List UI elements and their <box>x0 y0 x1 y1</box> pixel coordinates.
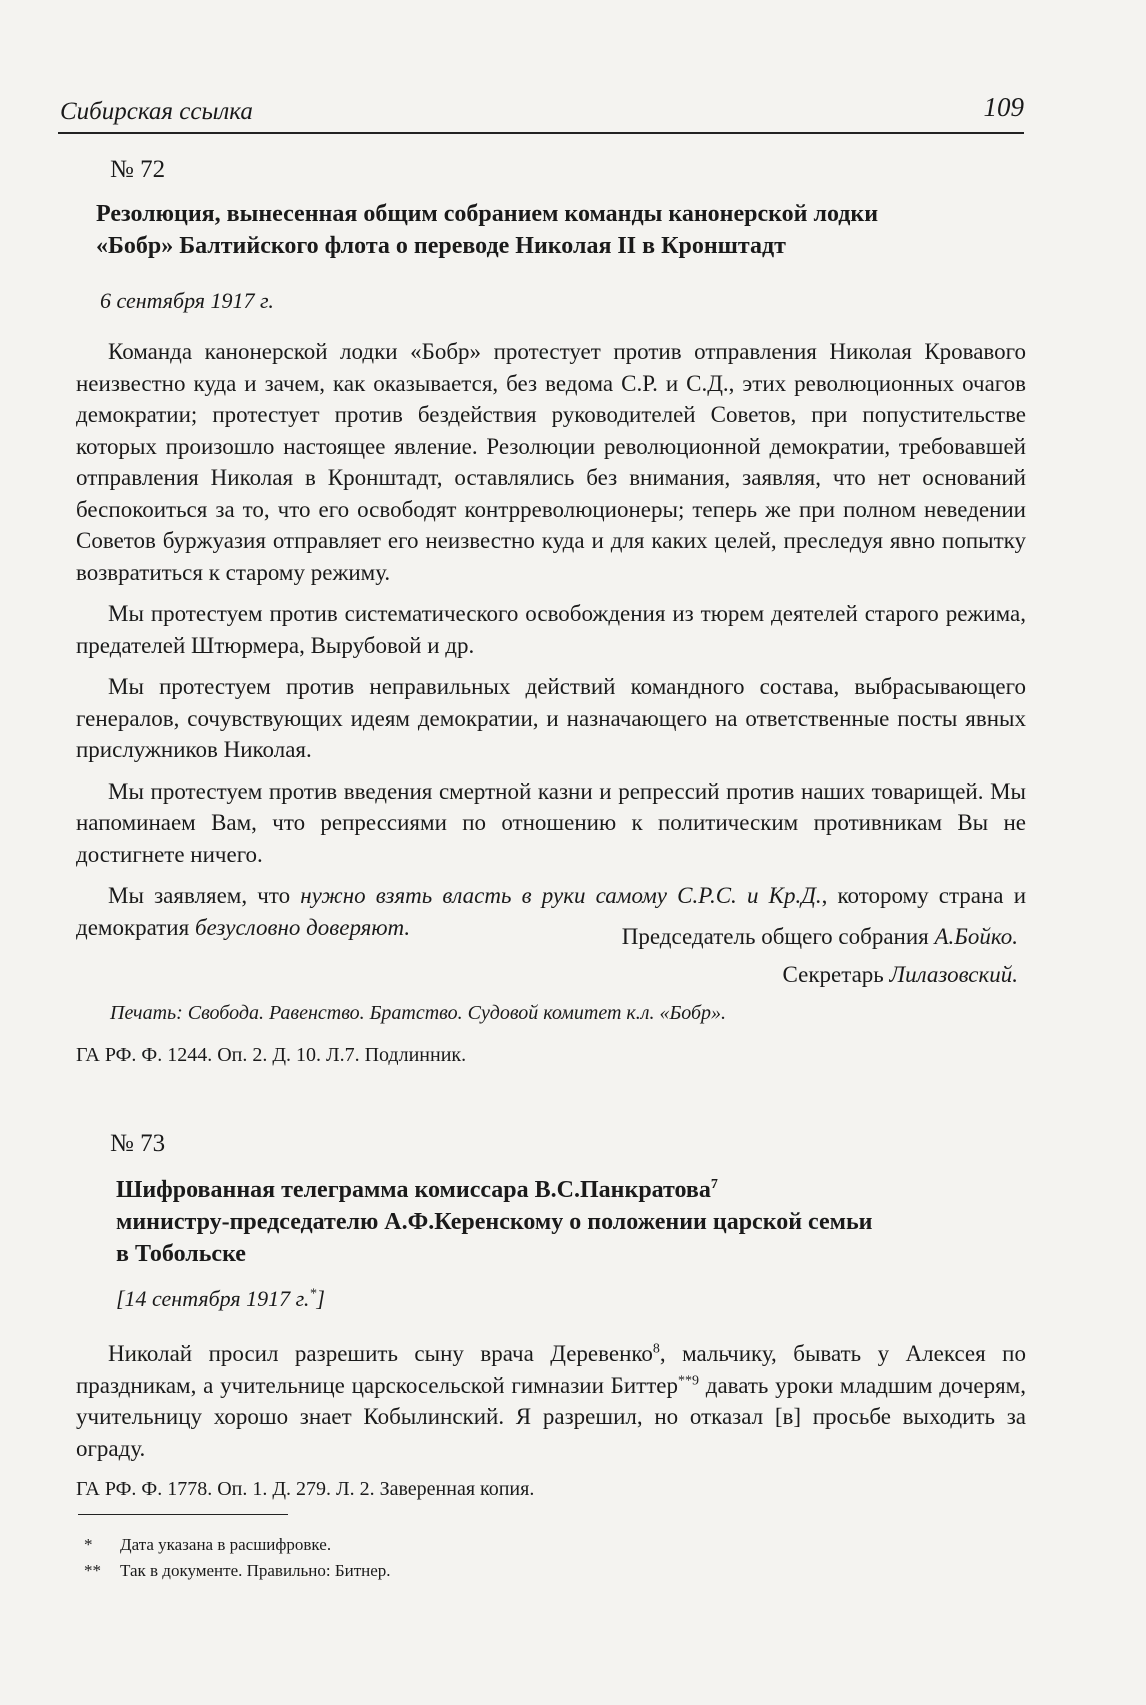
doc-72-signatures <box>76 918 1026 994</box>
running-title: Сибирская ссылка <box>60 98 253 125</box>
doc-72-source-block <box>76 1044 1036 1067</box>
doc-73-date-text: [14 сентября 1917 г. <box>116 1286 310 1311</box>
secretary-name: Лилазовский. <box>889 962 1018 987</box>
page-number: 109 <box>983 92 1024 122</box>
p5-text-c: , которому страна и демократия <box>76 883 1027 940</box>
chair-label: Председатель общего собрания <box>621 924 935 949</box>
chair-signature <box>76 918 1026 956</box>
doc-73-title-line-1 <box>116 1174 1026 1206</box>
doc-72-paragraph-2: Мы протестуем против систематического освобождения из тюрем деятелей старого режима, предателей Штюрмера, Вырубовой и др. <box>76 601 1026 658</box>
footnote-1-text: Дата указана в расшифровке. <box>120 1535 332 1554</box>
doc-72-number: № 72 <box>110 156 166 183</box>
p5-text-a: Мы заявляем, что <box>108 883 301 908</box>
footnote-1-mark: * <box>84 1535 93 1554</box>
doc-73-p1-text-c: давать уроки младшим дочерям, учительницу хорошо знает Кобылинский. Я разрешил, но отказал [в] просьбе выходить за ограду. <box>76 1372 1026 1461</box>
p5-emphasis-2: безусловно доверяют. <box>194 914 411 940</box>
page-header <box>58 92 1024 134</box>
doc-72-paragraph-4: Мы протестуем против введения смертной казни и репрессий против наших товарищей. Мы напоминаем Вам, что репрессиями по отношению к политическим противникам Вы не достигнете ничего. <box>76 778 1026 867</box>
doc-73-title-line-3: в Тобольске <box>116 1241 246 1267</box>
doc-73-date-end: ] <box>316 1286 325 1311</box>
doc-73-body <box>76 1338 1026 1474</box>
doc-72-paragraph-1: Команда канонерской лодки «Бобр» протестует против отправления Николая Кровавого неизвестно куда и зачем, как оказывается, без ведома С.Р. и С.Д., этих революционных очагов демократии; протестует против бездействия руководителей Советов, при попустительстве которых произошло настоящее явление. Резолюции революционной демократии, требовавшей отправления Николая в Кронштадт, оставлялись без внимания, заявляя, что нет оснований беспокоиться за то, что его освободят контрреволюционеры; теперь же при полном неведении Советов буржуазия отправляет его неизвестно куда и для каких целей, преследуя явно попытку возвратиться к старому режиму. <box>76 339 1026 585</box>
doc-73-title <box>116 1174 1026 1270</box>
doc-72-source: ГА РФ. Ф. 1244. Оп. 2. Д. 10. Л.7. Подлинник. <box>76 1044 467 1066</box>
doc-72-seal: Печать: Свобода. Равенство. Братство. Судовой комитет к.л. «Бобр». <box>110 1002 727 1024</box>
doc-72-paragraph-3: Мы протестуем против неправильных действий командного состава, выбрасывающего генералов, сочувствующих идеям демократии, и назначающего на ответственные посты явных прислужников Николая. <box>76 674 1026 762</box>
footnote-divider <box>78 1514 288 1515</box>
doc-72-seal-block <box>78 1002 1038 1025</box>
doc-73-p1-note-2: **9 <box>678 1372 699 1388</box>
doc-73-title-text-1: Шифрованная телеграмма комиссара В.С.Панкратова <box>116 1177 711 1203</box>
doc-73-date <box>116 1284 1076 1314</box>
doc-73-number-block <box>76 1130 1036 1158</box>
p5-emphasis-1: нужно взять власть в руки самому С.Р.С. и Кр.Д. <box>300 883 822 908</box>
doc-73-p1-text-a: Николай просил разрешить сыну врача Деревенко <box>108 1341 653 1366</box>
doc-72-title-line-2: «Бобр» Балтийского флота о переводе Николая II в Кронштадт <box>96 233 786 259</box>
doc-73-source-block <box>76 1478 1036 1501</box>
doc-72-number-block <box>76 156 1036 184</box>
doc-73-date-block <box>116 1284 1076 1314</box>
footnote-1 <box>84 1534 331 1556</box>
doc-73-title-note: 7 <box>710 1177 718 1192</box>
doc-73-title-line-2: министру-председателю А.Ф.Керенскому о положении царской семьи <box>116 1209 873 1235</box>
doc-73-p1-note-1: 8 <box>652 1341 660 1357</box>
doc-73-p1-text-b: , мальчику, бывать у Алексея по праздникам, а учительнице царскосельской гимназии Биттер <box>76 1341 1026 1398</box>
doc-72-date: 6 сентября 1917 г. <box>100 288 274 313</box>
doc-72-date-block <box>100 286 1060 316</box>
chair-name: А.Бойко. <box>934 924 1018 949</box>
footnote-2-mark: ** <box>84 1561 101 1580</box>
doc-72-title-line-1: Резолюция, вынесенная общим собранием команды канонерской лодки <box>96 201 879 227</box>
doc-73-paragraph-1 <box>76 1338 1026 1464</box>
doc-73-date-note: * <box>309 1286 317 1302</box>
doc-72-body <box>76 336 1026 953</box>
secretary-label: Секретарь <box>782 962 890 987</box>
doc-72-title <box>96 198 1026 262</box>
secretary-signature <box>76 956 1026 994</box>
doc-73-source: ГА РФ. Ф. 1778. Оп. 1. Д. 279. Л. 2. Заверенная копия. <box>76 1478 535 1500</box>
doc-73-number: № 73 <box>110 1130 166 1157</box>
footnote-2-text: Так в документе. Правильно: Битнер. <box>120 1561 391 1580</box>
footnote-2 <box>84 1560 391 1582</box>
